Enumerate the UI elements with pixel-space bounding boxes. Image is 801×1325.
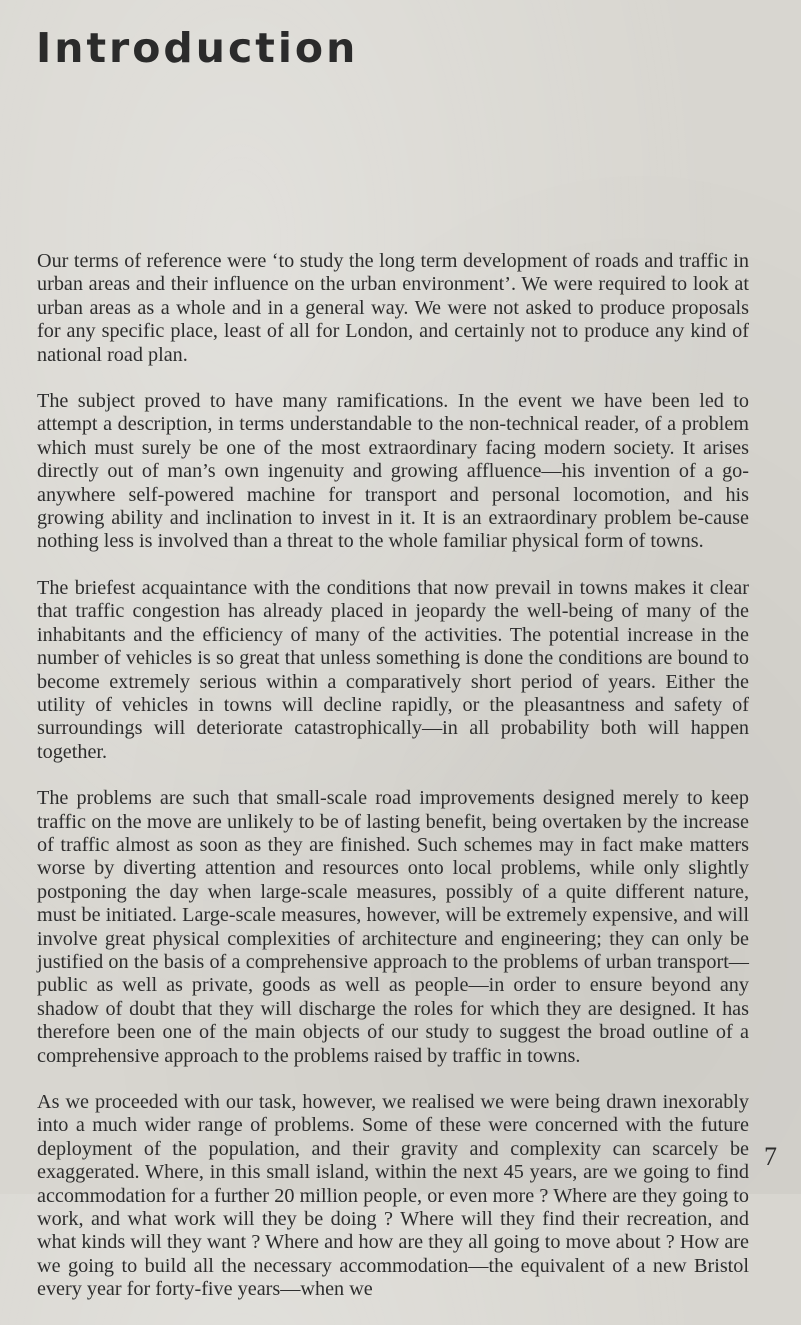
- paragraph: The briefest acquaintance with the conditions that now prevail in towns makes it clear that traffic congestion has already placed in jeopardy the well-being of many of the inhabitants and the efficiency of many of the activities. The potential increase in the number of vehicles is so great that unless something is done the conditions are bound to become extremely serious within a comparatively short period of years. Either the utility of vehicles in towns will decline rapidly, or the pleasantness and safety of surroundings will deteriorate catastrophically—in all probability both will happen together.: [37, 576, 749, 763]
- page-title: Introduction: [36, 24, 359, 72]
- page-number: 7: [764, 1142, 777, 1171]
- paragraph: The problems are such that small-scale road improvements designed merely to keep traffic on the move are unlikely to be of lasting benefit, being overtaken by the increase of traffic almost as soon as they are finished. Such schemes may in fact make matters worse by diverting attention and resources onto local problems, while only slightly postponing the day when large-scale measures, possibly of a quite different nature, must be initiated. Large-scale measures, however, will be extremely expensive, and will involve great physical complexities of architecture and engineering; they can only be justified on the basis of a comprehensive approach to the problems of urban transport—public as well as private, goods as well as people—in order to ensure beyond any shadow of doubt that they will discharge the roles for which they are designed. It has therefore been one of the main objects of our study to suggest the broad outline of a comprehensive approach to the problems raised by traffic in towns.: [37, 787, 749, 1067]
- paragraph: Our terms of reference were ‘to study the long term development of roads and traffic in urban areas and their influence on the urban environment’. We were required to look at urban areas as a whole and in a general way. We were not asked to produce proposals for any specific place, least of all for London, and certainly not to produce any kind of national road plan.: [37, 250, 749, 366]
- paragraph: The subject proved to have many ramifications. In the event we have been led to attempt a description, in terms understandable to the non-technical reader, of a problem which must surely be one of the most extraordinary facing modern society. It arises directly out of man’s own ingenuity and growing affluence—his invention of a go-anywhere self-powered machine for transport and personal locomotion, and his growing ability and inclination to invest in it. It is an extraordinary problem be-cause nothing less is involved than a threat to the whole familiar physical form of towns.: [37, 390, 749, 553]
- paragraph: As we proceeded with our task, however, we realised we were being drawn inexorably into a much wider range of problems. Some of these were concerned with the future deployment of the population, and their gravity and complexity can scarcely be exaggerated. Where, in this small island, within the next 45 years, are we going to find accommodation for a further 20 million people, or even more ? Where are they going to work, and what work will they be doing ? Where will they find their recreation, and what kinds will they want ? Where and how are they all going to move about ? How are we going to build all the necessary accommodation—the equivalent of a new Bristol every year for forty-five years—when we: [37, 1091, 749, 1301]
- body-text: [37, 250, 749, 1325]
